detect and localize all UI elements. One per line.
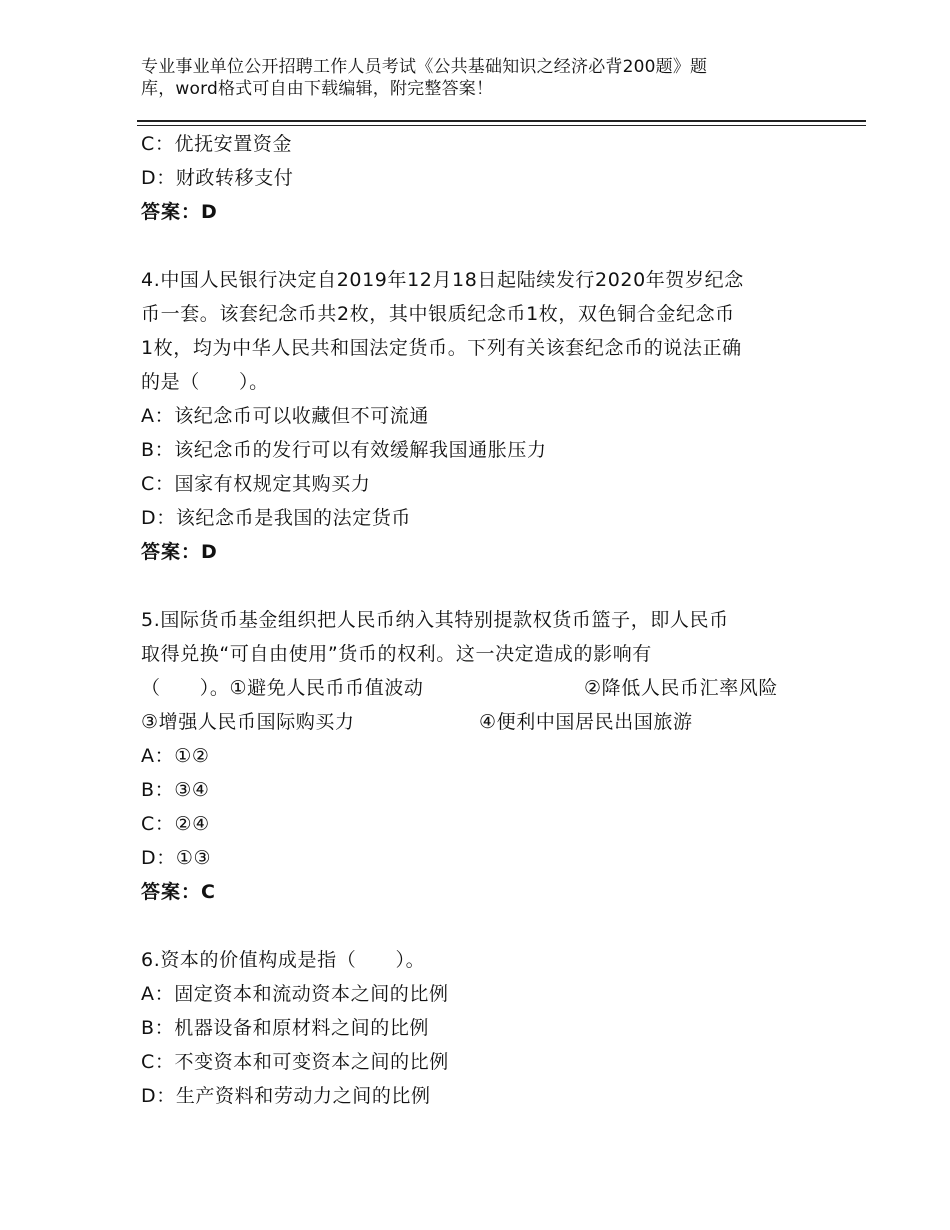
header-title-line-1: 专业事业单位公开招聘工作人员考试《公共基础知识之经济必背200题》题: [141, 57, 708, 77]
q4-stem-line-3: 1枚，均为中华人民共和国法定货币。下列有关该套纪念币的说法正确: [141, 337, 742, 359]
q6-option-a: A：固定资本和流动资本之间的比例: [141, 983, 449, 1005]
q5-statement-2: ②降低人民币汇率风险: [584, 677, 779, 699]
q4-stem-line-4: 的是（ ）。: [141, 371, 269, 393]
header-divider-thick: [137, 120, 866, 122]
q4-answer: 答案：D: [141, 541, 218, 563]
document-body: [141, 127, 821, 1113]
question-6: [141, 943, 821, 1113]
q5-option-d: D：①③: [141, 847, 212, 869]
q5-option-c: C：②④: [141, 813, 210, 835]
q3-option-c: C：优抚安置资金: [141, 133, 293, 155]
q4-stem-line-1: 4.中国人民银行决定自2019年12月18日起陆续发行2020年贺岁纪念: [141, 269, 744, 291]
spacer: [141, 229, 821, 263]
q4-option-a: A：该纪念币可以收藏但不可流通: [141, 405, 429, 427]
q5-statement-4: ④便利中国居民出国旅游: [479, 711, 693, 733]
q5-stem-line-1: 5.国际货币基金组织把人民币纳入其特别提款权货币篮子，即人民币: [141, 609, 729, 631]
q4-option-c: C：国家有权规定其购买力: [141, 473, 371, 495]
q4-stem-line-2: 币一套。该套纪念币共2枚，其中银质纪念币1枚，双色铜合金纪念币: [141, 303, 735, 325]
q5-statement-3: ③增强人民币国际购买力: [141, 711, 355, 733]
q6-stem: 6.资本的价值构成是指（ ）。: [141, 949, 426, 971]
question-5: [141, 603, 821, 909]
q5-stem-line-2: 取得兑换“可自由使用”货币的权利。这一决定造成的影响有: [141, 643, 652, 665]
q5-option-a: A：①②: [141, 745, 210, 767]
document-header: [141, 56, 781, 100]
q3-option-d: D：财政转移支付: [141, 167, 294, 189]
spacer: [141, 569, 821, 603]
q5-option-b: B：③④: [141, 779, 210, 801]
q4-option-b: B：该纪念币的发行可以有效缓解我国通胀压力: [141, 439, 547, 461]
header-title-line-2: 库，word格式可自由下载编辑，附完整答案！: [141, 79, 494, 99]
q5-stem-line-4: [141, 705, 821, 739]
question-4: [141, 263, 821, 569]
q5-statement-1: （ ）。①避免人民币币值波动: [141, 677, 424, 699]
q5-stem-line-3: [141, 671, 821, 705]
q6-option-b: B：机器设备和原材料之间的比例: [141, 1017, 430, 1039]
q5-answer: 答案：C: [141, 881, 216, 903]
q6-option-c: C：不变资本和可变资本之间的比例: [141, 1051, 449, 1073]
q6-option-d: D：生产资料和劳动力之间的比例: [141, 1085, 431, 1107]
question-3: [141, 127, 821, 229]
spacer: [141, 909, 821, 943]
header-divider-thin: [137, 125, 866, 126]
q4-option-d: D：该纪念币是我国的法定货币: [141, 507, 412, 529]
q3-answer: 答案：D: [141, 201, 218, 223]
